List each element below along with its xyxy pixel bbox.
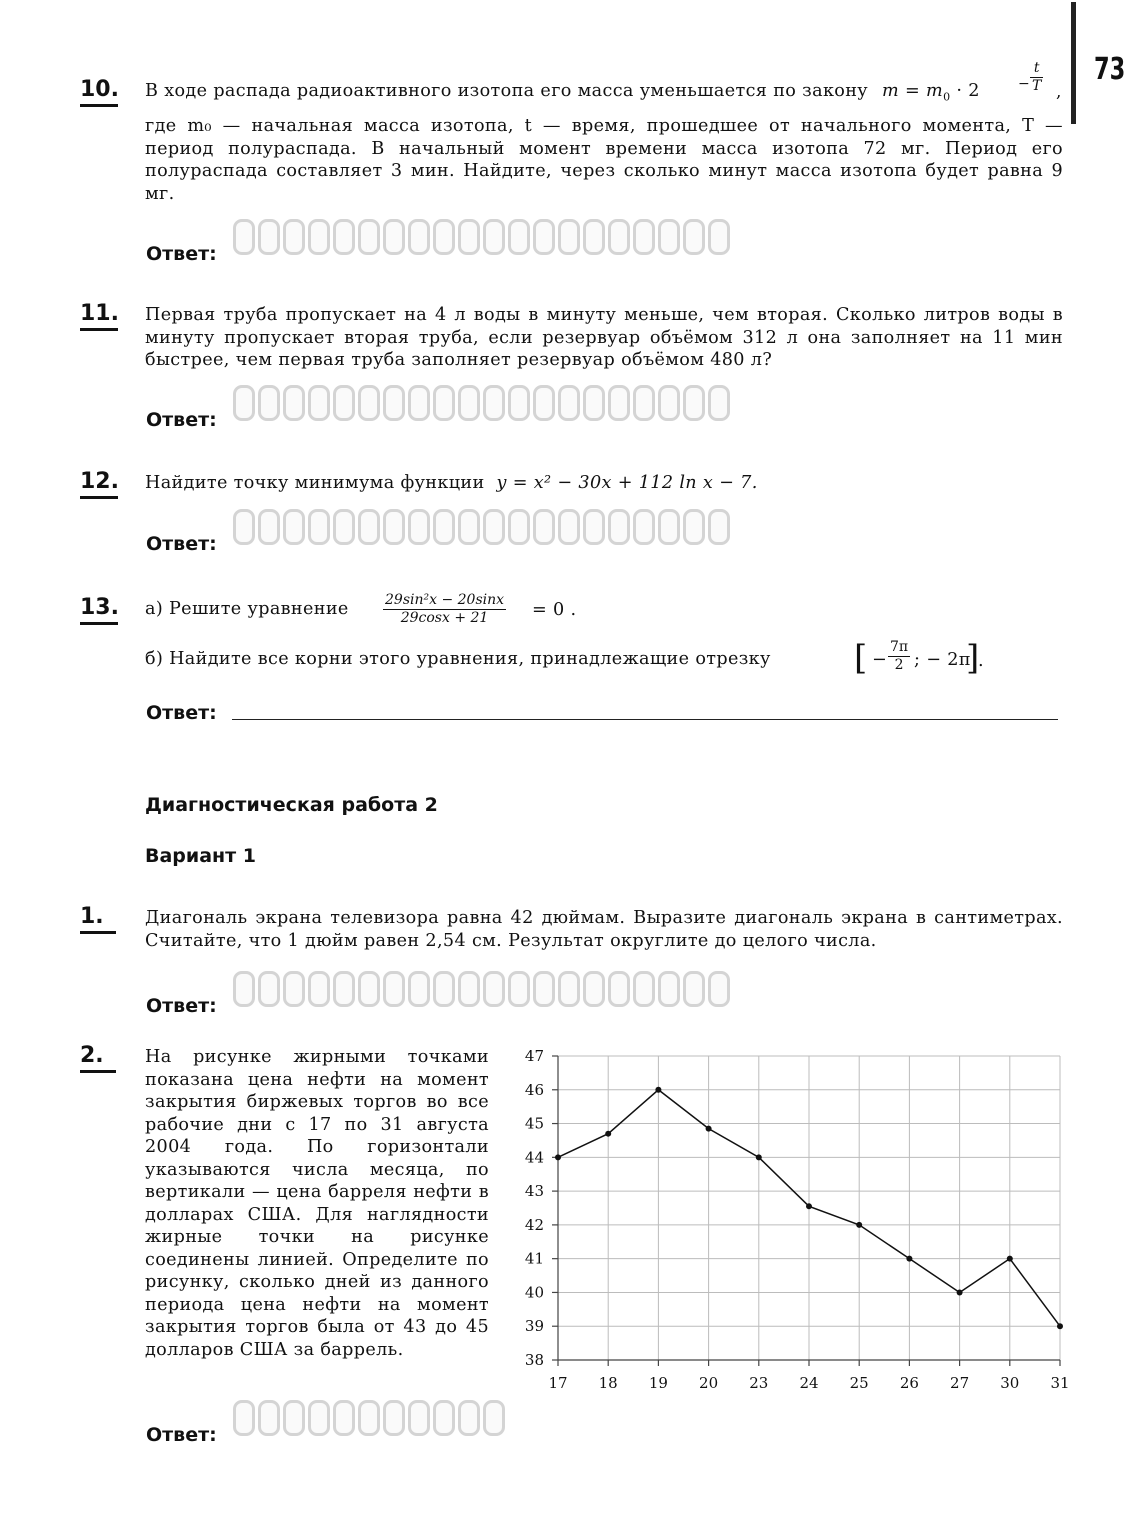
x-tick-label: 20 — [699, 1374, 719, 1392]
answer-cell[interactable] — [508, 509, 530, 545]
answer-cell[interactable] — [283, 219, 305, 255]
answer-cell[interactable] — [483, 509, 505, 545]
section-title: Диагностическая работа 2 — [145, 794, 438, 816]
answer-cell[interactable] — [608, 971, 630, 1007]
price-point — [906, 1256, 912, 1262]
answer-cell[interactable] — [333, 971, 355, 1007]
formula-m0: m — [926, 81, 944, 101]
answer-cell[interactable] — [483, 385, 505, 421]
answer-cell[interactable] — [658, 385, 680, 421]
exp-t: t — [1033, 60, 1040, 76]
answer-cell[interactable] — [233, 219, 255, 255]
p1-answer-label: Ответ: — [146, 995, 217, 1017]
price-point — [756, 1154, 762, 1160]
answer-cell[interactable] — [308, 385, 330, 421]
answer-cell[interactable] — [608, 385, 630, 421]
answer-cell[interactable] — [233, 509, 255, 545]
answer-cell[interactable] — [508, 385, 530, 421]
answer-cell[interactable] — [333, 1400, 355, 1436]
question-number-10: 10. — [80, 78, 118, 107]
q11-answer-label: Ответ: — [146, 409, 217, 431]
formula-m: m — [881, 81, 900, 101]
answer-cell[interactable] — [258, 385, 280, 421]
answer-cell[interactable] — [708, 509, 730, 545]
answer-cell[interactable] — [308, 1400, 330, 1436]
answer-cell[interactable] — [333, 509, 355, 545]
answer-cell[interactable] — [383, 1400, 405, 1436]
answer-cell[interactable] — [658, 509, 680, 545]
answer-cell[interactable] — [508, 971, 530, 1007]
formula-sub0: 0 — [943, 90, 951, 104]
price-point — [605, 1131, 611, 1137]
price-point — [1007, 1256, 1013, 1262]
formula-base: · 2 — [956, 81, 980, 101]
answer-cell[interactable] — [683, 971, 705, 1007]
answer-cell[interactable] — [558, 509, 580, 545]
answer-cell[interactable] — [558, 385, 580, 421]
price-point — [1057, 1323, 1063, 1329]
q10-line1: В ходе распада радиоактивного изотопа его масса уменьшается по закону — [145, 81, 869, 101]
answer-cell[interactable] — [633, 385, 655, 421]
interval-frac-num: 7π — [890, 639, 909, 655]
q10-answer-label: Ответ: — [146, 243, 217, 265]
answer-cell[interactable] — [408, 1400, 430, 1436]
q12-answer-label: Ответ: — [146, 533, 217, 555]
q12-body — [145, 472, 758, 495]
variant-title: Вариант 1 — [145, 845, 257, 867]
answer-cell[interactable] — [708, 971, 730, 1007]
problem-number-2: 2. — [80, 1044, 116, 1073]
answer-cell[interactable] — [383, 509, 405, 545]
answer-cell[interactable] — [483, 1400, 505, 1436]
y-tick-label: 42 — [524, 1215, 544, 1234]
price-point — [856, 1222, 862, 1228]
answer-cell[interactable] — [433, 1400, 455, 1436]
q13-part-a — [145, 598, 349, 621]
p1-body: Диагональ экрана телевизора равна 42 дюймам. Выразите диагональ экрана в сантиметрах. Считайте, что 1 дюйм равен 2,54 см. Результат округлите до целого числа. — [145, 908, 1063, 951]
answer-cell[interactable] — [458, 971, 480, 1007]
interval-frac-den: 2 — [894, 657, 904, 673]
p1-answer-cells[interactable] — [233, 971, 733, 1007]
p2-answer-label: Ответ: — [146, 1424, 217, 1446]
question-number-11: 11. — [80, 302, 118, 331]
answer-cell[interactable] — [358, 509, 380, 545]
exp-minus: − — [1018, 76, 1030, 92]
answer-cell[interactable] — [433, 509, 455, 545]
p2-answer-cells[interactable] — [233, 1400, 508, 1436]
question-number-13: 13. — [80, 596, 118, 625]
answer-cell[interactable] — [533, 219, 555, 255]
q13-part-a-text: а) Решите уравнение — [145, 599, 349, 619]
y-tick-label: 45 — [524, 1114, 544, 1133]
y-tick-label: 39 — [524, 1317, 544, 1336]
answer-cell[interactable] — [258, 219, 280, 255]
interval-fraction — [888, 639, 910, 674]
question-number-12: 12. — [80, 470, 118, 499]
margin-bar — [1071, 2, 1076, 124]
answer-cell[interactable] — [658, 219, 680, 255]
answer-cell[interactable] — [633, 219, 655, 255]
answer-cell[interactable] — [308, 219, 330, 255]
price-point — [655, 1087, 661, 1093]
answer-cell[interactable] — [683, 219, 705, 255]
x-tick-label: 18 — [598, 1374, 618, 1392]
y-tick-label: 46 — [524, 1080, 544, 1099]
y-tick-label: 43 — [524, 1182, 544, 1201]
interval-right: ; − 2π — [914, 650, 971, 670]
answer-cell[interactable] — [358, 971, 380, 1007]
answer-cell[interactable] — [383, 219, 405, 255]
x-tick-label: 25 — [849, 1374, 869, 1392]
answer-cell[interactable] — [583, 385, 605, 421]
q13-answer-line[interactable] — [232, 719, 1058, 720]
answer-cell[interactable] — [458, 219, 480, 255]
answer-cell[interactable] — [583, 219, 605, 255]
answer-cell[interactable] — [283, 385, 305, 421]
price-point — [706, 1126, 712, 1132]
x-tick-label: 27 — [950, 1374, 970, 1392]
q12-text: Найдите точку минимума функции — [145, 473, 485, 493]
answer-cell[interactable] — [408, 219, 430, 255]
answer-cell[interactable] — [583, 509, 605, 545]
x-tick-label: 23 — [749, 1374, 769, 1392]
q12-formula: y = x² − 30x + 112 ln x − 7. — [496, 473, 758, 493]
x-tick-label: 30 — [1000, 1374, 1020, 1392]
answer-cell[interactable] — [633, 509, 655, 545]
answer-cell[interactable] — [533, 971, 555, 1007]
y-tick-label: 38 — [524, 1351, 544, 1369]
q11-body: Первая труба пропускает на 4 л воды в минуту меньше, чем вторая. Сколько литров воды в минуту пропускает вторая труба, если резервуар объёмом 312 л она заполняет на 11 мин быстрее, чем первая труба заполняет резервуар объёмом 480 л? — [145, 305, 1063, 370]
y-tick-label: 44 — [524, 1148, 544, 1167]
formula-eq: = — [904, 81, 921, 101]
answer-cell[interactable] — [633, 971, 655, 1007]
answer-cell[interactable] — [308, 509, 330, 545]
bracket-right-icon: ] — [966, 638, 980, 678]
answer-cell[interactable] — [283, 509, 305, 545]
answer-cell[interactable] — [258, 509, 280, 545]
bracket-left-icon: [ — [854, 638, 868, 678]
answer-cell[interactable] — [258, 971, 280, 1007]
answer-cell[interactable] — [283, 971, 305, 1007]
answer-cell[interactable] — [583, 971, 605, 1007]
exp-T: T — [1032, 78, 1042, 94]
answer-cell[interactable] — [683, 385, 705, 421]
answer-cell[interactable] — [233, 385, 255, 421]
q10-formula — [881, 81, 980, 104]
answer-cell[interactable] — [383, 971, 405, 1007]
answer-cell[interactable] — [408, 971, 430, 1007]
answer-cell[interactable] — [558, 219, 580, 255]
price-point — [806, 1203, 812, 1209]
answer-cell[interactable] — [608, 219, 630, 255]
answer-cell[interactable] — [258, 1400, 280, 1436]
answer-cell[interactable] — [533, 509, 555, 545]
answer-cell[interactable] — [658, 971, 680, 1007]
answer-cell[interactable] — [233, 1400, 255, 1436]
p2-body: На рисунке жирными точками показана цена нефти на момент закрытия биржевых торгов во все рабочие дни с 17 по 31 августа 2004 года. По горизонтали указываются числа месяца, по вертикали — цена барреля нефти в долларах США. Для наглядности жирные точки на рисунке соединены линией. Определите по рисунку, сколько дней из данного периода цена нефти на момент закрытия торгов была от 43 до 45 долларов США за баррель. — [145, 1047, 489, 1360]
answer-cell[interactable] — [508, 219, 530, 255]
answer-cell[interactable] — [383, 385, 405, 421]
answer-cell[interactable] — [533, 385, 555, 421]
q10-answer-cells[interactable] — [233, 219, 733, 255]
x-tick-label: 19 — [648, 1374, 668, 1392]
exp-comma: , — [1056, 82, 1062, 102]
oil-price-chart — [510, 1040, 1080, 1400]
problem-number-1: 1. — [80, 905, 116, 934]
y-tick-label: 41 — [524, 1249, 544, 1268]
answer-cell[interactable] — [708, 385, 730, 421]
answer-cell[interactable] — [608, 509, 630, 545]
q13-frac-num: 29sin²x − 20sinx — [385, 592, 505, 608]
y-tick-label: 47 — [524, 1047, 544, 1065]
q13-interval — [854, 636, 984, 684]
answer-cell[interactable] — [233, 971, 255, 1007]
answer-cell[interactable] — [433, 971, 455, 1007]
answer-cell[interactable] — [358, 385, 380, 421]
q13-frac-den: 29cosx + 21 — [400, 610, 489, 626]
q13-answer-label: Ответ: — [146, 702, 217, 724]
answer-cell[interactable] — [408, 385, 430, 421]
page-number: 73 — [1094, 52, 1126, 87]
x-tick-label: 26 — [899, 1374, 919, 1392]
x-tick-label: 17 — [548, 1374, 568, 1392]
answer-cell[interactable] — [308, 971, 330, 1007]
answer-cell[interactable] — [333, 385, 355, 421]
answer-cell[interactable] — [333, 219, 355, 255]
answer-cell[interactable] — [358, 219, 380, 255]
price-point — [555, 1154, 561, 1160]
answer-cell[interactable] — [358, 1400, 380, 1436]
answer-cell[interactable] — [458, 1400, 480, 1436]
q13-eq-zero: = 0 . — [532, 600, 577, 620]
exp-fraction — [1030, 60, 1043, 95]
answer-cell[interactable] — [708, 219, 730, 255]
q12-answer-cells[interactable] — [233, 509, 733, 545]
x-tick-label: 31 — [1050, 1374, 1070, 1392]
answer-cell[interactable] — [683, 509, 705, 545]
q10-intro — [145, 80, 980, 109]
x-tick-label: 24 — [799, 1374, 819, 1392]
interval-end: . — [978, 651, 984, 671]
price-point — [957, 1289, 963, 1295]
answer-cell[interactable] — [483, 971, 505, 1007]
answer-cell[interactable] — [458, 509, 480, 545]
q10-body: где m₀ — начальная масса изотопа, t — время, прошедшее от начального момента, T — период полураспада. В начальный момент времени масса изотопа 72 мг. Период его полураспада составляет 3 мин. Найдите, через сколько минут масса изотопа будет равна 9 мг. — [145, 116, 1063, 204]
answer-cell[interactable] — [558, 971, 580, 1007]
answer-cell[interactable] — [408, 509, 430, 545]
y-tick-label: 40 — [524, 1283, 544, 1302]
answer-cell[interactable] — [458, 385, 480, 421]
q13-equation-fraction — [383, 592, 506, 627]
q11-answer-cells[interactable] — [233, 385, 733, 421]
answer-cell[interactable] — [433, 219, 455, 255]
answer-cell[interactable] — [283, 1400, 305, 1436]
answer-cell[interactable] — [483, 219, 505, 255]
q13-part-b: б) Найдите все корни этого уравнения, принадлежащие отрезку — [145, 649, 771, 669]
interval-minus: − — [872, 650, 888, 670]
answer-cell[interactable] — [433, 385, 455, 421]
